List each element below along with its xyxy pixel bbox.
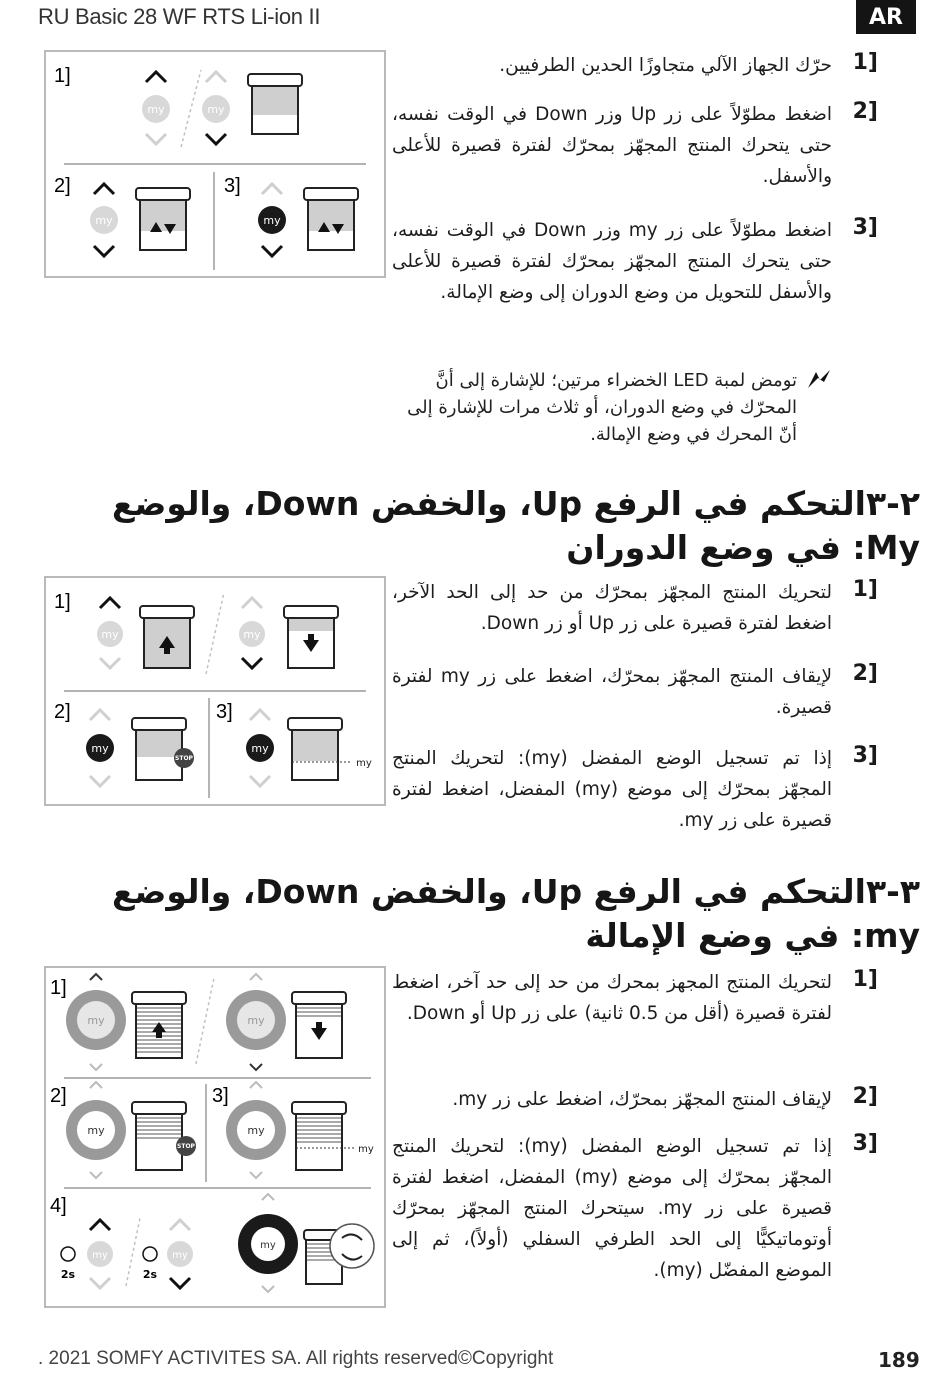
- section2-heading: ٢-٣التحكم في الرفع Up، والخفض Down، والوضع My: في وضع الدوران: [111, 484, 920, 567]
- blind-icon: [248, 74, 302, 134]
- timer-label: 2s: [142, 1268, 158, 1281]
- section3-heading: ٣-٣التحكم في الرفع Up، والخفض Down، والوضع my: في وضع الإمالة: [111, 872, 920, 955]
- section1-step-1: [392, 50, 878, 81]
- figure-1: [44, 50, 386, 278]
- fig3-label-1: 1]: [50, 977, 67, 999]
- step-number: 2]: [852, 99, 878, 124]
- venetian-blind-down-icon: [292, 992, 346, 1058]
- section2-step-3: [392, 743, 878, 836]
- section1-step-3: [392, 215, 878, 308]
- step-number: 2]: [852, 1084, 878, 1109]
- step-number: 1]: [852, 50, 878, 75]
- section1-step-2: [392, 99, 878, 192]
- round-remote-down: [226, 974, 286, 1070]
- my-button-label: my: [91, 742, 109, 755]
- blind-up-icon: [140, 606, 194, 668]
- step-number: 3]: [852, 743, 878, 768]
- fig1-label-3: 3]: [224, 175, 241, 197]
- step-number: 3]: [852, 215, 878, 240]
- venetian-blind-stop-icon: [132, 1102, 196, 1170]
- remote-up-my-down-2: [202, 72, 230, 144]
- product-title: RU Basic 28 WF RTS Li-ion II: [38, 4, 321, 29]
- blind-stop-icon: [132, 718, 194, 780]
- section2-step-1: [392, 577, 878, 639]
- timer-remote-2: [143, 1220, 193, 1288]
- language-badge: AR: [856, 0, 916, 34]
- remote-down: [239, 598, 265, 668]
- my-button-label: my: [263, 214, 281, 227]
- blind-my-position-icon: [288, 718, 372, 780]
- stop-badge: STOP: [177, 1143, 195, 1150]
- section3-step-1: [392, 967, 878, 1029]
- my-button-label: my: [172, 1250, 188, 1261]
- my-button-label: my: [207, 103, 225, 116]
- page-number: 189: [878, 1348, 920, 1372]
- fig3-label-2: 2]: [50, 1085, 67, 1107]
- my-button-label: my: [243, 628, 261, 641]
- remote-up-my-down-1: [142, 72, 170, 144]
- venetian-blind-auto-icon: [304, 1224, 374, 1284]
- venetian-blind-my-icon: [292, 1102, 374, 1170]
- note-text: تومض لمبة LED الخضراء مرتين؛ للإشارة إلى أنَّ المحرّك في وضع الدوران، أو ثلاث مرات للإشارة إلى أنّ المحرك في وضع الإمالة.: [407, 370, 797, 445]
- section3-step-3: [392, 1131, 878, 1286]
- timer-remote-1: [61, 1220, 113, 1288]
- step-text: لإيقاف المنتج المجهّز بمحرّك، اضغط على زر my لفترة قصيرة.: [392, 666, 833, 718]
- blind-updown-icon: [304, 188, 358, 250]
- step-text: إذا تم تسجيل الوضع المفضل (my): لتحريك المنتج المجهّز بمحرّك إلى موضع (my) المفضل، اضغط لفترة قصيرة على زر my.: [392, 748, 832, 831]
- timer-label: 2s: [60, 1268, 76, 1281]
- section3-step-2: [392, 1084, 878, 1115]
- venetian-blind-up-icon: [132, 992, 186, 1058]
- my-button-label: my: [251, 742, 269, 755]
- step-text: لتحريك المنتج المجهز بمحرك من حد إلى حد آخر، اضغط لفترة قصيرة (أقل من 0.5 ثانية) على زر Up أو Down.: [392, 972, 832, 1024]
- my-button-label: my: [87, 1014, 105, 1027]
- my-button-label: my: [87, 1124, 105, 1137]
- remote-stop: [86, 710, 114, 786]
- fig2-label-3: 3]: [216, 701, 233, 723]
- step-number: 3]: [852, 1131, 878, 1156]
- fig2-label-2: 2]: [54, 701, 71, 723]
- remote-step-2: [90, 184, 118, 256]
- remote-step-3: [258, 184, 286, 256]
- step-number: 1]: [852, 577, 878, 602]
- my-button-label: my: [260, 1240, 276, 1251]
- blind-updown-icon: [136, 188, 190, 250]
- fig1-label-2: 2]: [54, 175, 71, 197]
- my-position-label: my: [356, 758, 372, 769]
- step-text: اضغط مطوّلاً على زر Up وزر Down في الوقت نفسه، حتى يتحرك المنتج المجهّز بمحرّك لفترة قصيرة للأعلى والأسفل.: [392, 104, 832, 187]
- round-remote-up: [66, 974, 126, 1070]
- fig2-label-1: 1]: [54, 591, 71, 613]
- round-remote-my: [226, 1082, 286, 1178]
- round-remote-my-active: [238, 1194, 298, 1292]
- fig1-label-1: 1]: [54, 65, 71, 87]
- note-icon: [806, 368, 832, 390]
- step-text: إذا تم تسجيل الوضع المفضل (my): لتحريك المنتج المجهّز بمحرّك إلى موضع (my) المفضل، اضغط لفترة قصيرة على زر my. سيتحرك المنتج المجهّز بمحرّك أوتوماتيكيًّا إلى الحد الطرفي السفلي (أولاً)، ثم إلى الموضع المفضّل (my).: [392, 1136, 832, 1281]
- remote-up: [97, 598, 123, 668]
- copyright-text: . 2021 SOMFY ACTIVITES SA. All rights reserved©Copyright: [38, 1348, 554, 1369]
- my-position-label: my: [358, 1144, 374, 1155]
- step-text: حرّك الجهاز الآلي متجاوزًا الحدين الطرفيين.: [499, 55, 832, 76]
- fig3-label-3: 3]: [212, 1085, 229, 1107]
- my-button-label: my: [92, 1250, 108, 1261]
- step-text: لإيقاف المنتج المجهّز بمحرّك، اضغط على زر my.: [452, 1089, 832, 1110]
- section2-step-2: [392, 661, 878, 723]
- step-number: 2]: [852, 661, 878, 686]
- step-text: لتحريك المنتج المجهّز بمحرّك من حد إلى الحد الآخر، اضغط لفترة قصيرة على زر Up أو زر Down.: [392, 582, 832, 634]
- blind-down-icon: [284, 606, 338, 668]
- step-number: 1]: [852, 967, 878, 992]
- step-text: اضغط مطوّلاً على زر my وزر Down في الوقت نفسه، حتى يتحرك المنتج المجهّز بمحرّك لفترة قصيرة للأعلى والأسفل للتحويل من وضع الدوران إلى وضع الإمالة.: [392, 220, 832, 303]
- stop-badge: STOP: [175, 755, 193, 762]
- my-button-label: my: [95, 214, 113, 227]
- my-button-label: my: [101, 628, 119, 641]
- my-button-label: my: [247, 1124, 265, 1137]
- round-remote-stop: [66, 1082, 126, 1178]
- figure-2: [44, 576, 386, 806]
- remote-my: [246, 710, 274, 786]
- fig3-label-4: 4]: [50, 1195, 67, 1217]
- my-button-label: my: [247, 1014, 265, 1027]
- my-button-label: my: [147, 103, 165, 116]
- figure-3: [44, 966, 386, 1308]
